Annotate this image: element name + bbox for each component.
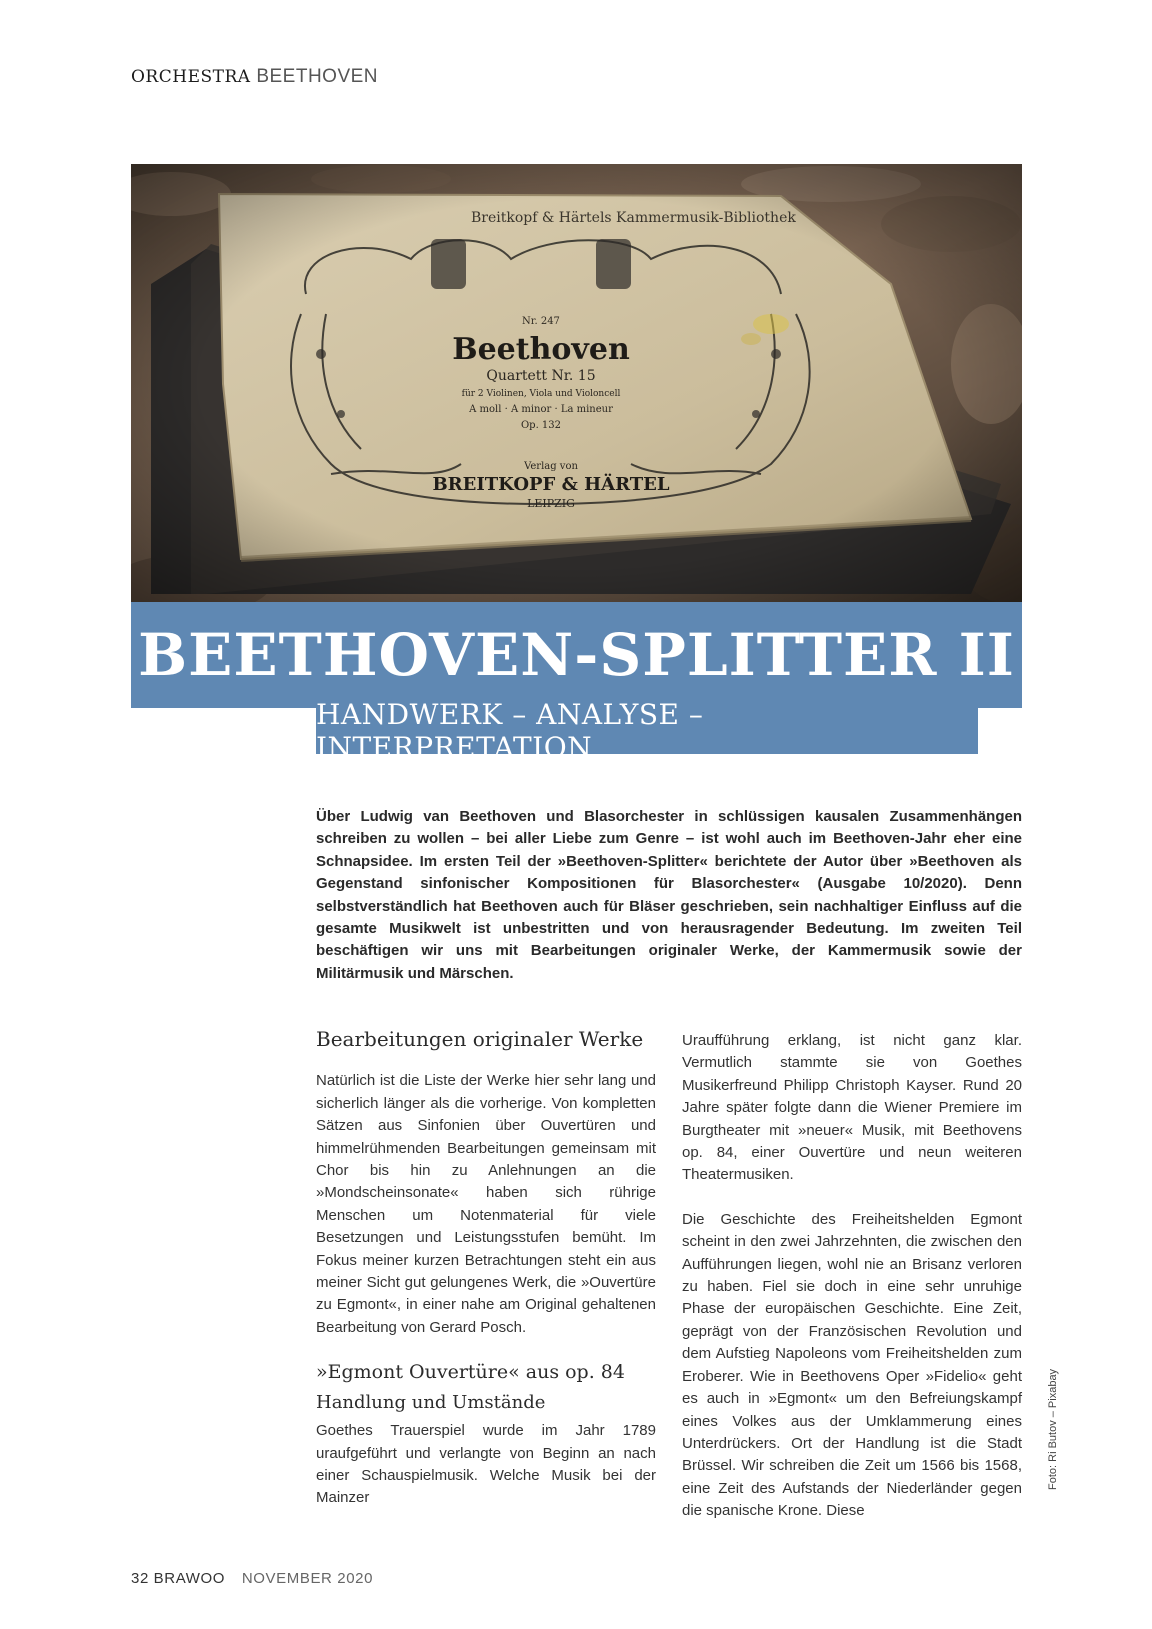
right-paragraph-2: Die Geschichte des Freiheitshelden Egmont scheint in den zwei Jahrzehnten, die zwischen den Aufführungen liegen, wohl nie an Brisanz verloren zu haben. Fiel sie doch in eine sehr unruhige Phase der europäischen Geschichte. Eine Zeit, geprägt von der Französischen Revolution und dem Aufstieg Napoleons vom Freiheitshelden zum Eroberer. Wie in Beethovens Oper »Fidelio« geht es auch in »Egmont« um den Befreiungskampf eines Volkes aus der Umklammerung eines Unterdrückers. Ort der Handlung ist die Stadt Brüssel. Wir schreiben die Zeit um 1566 bis 1568, eine Zeit des Aufstands der Niederländer gegen die spanische Krone. Diese: [682, 1210, 1022, 1520]
photo-credit: Foto: Ri Butov – Pixabay: [1047, 1368, 1059, 1490]
subtitle-band: [316, 698, 978, 764]
section-heading-egmont: »Egmont Ouvertüre« aus op. 84: [316, 1361, 625, 1384]
subsection-heading-handlung: Handlung und Umstände: [316, 1391, 546, 1413]
article-title: BEETHOVEN-SPLITTER II: [138, 621, 1015, 689]
right-column: [682, 1030, 1022, 1545]
section-label: [131, 66, 378, 88]
left-paragraph-2: Goethes Trauerspiel wurde im Jahr 1789 uraufgeführt und verlangte von Beginn an nach einer Schauspielmusik. Welche Musik bei der Mainzer: [316, 1422, 656, 1507]
lead-paragraph: Über Ludwig van Beethoven und Blasorchester in schlüssigen kausalen Zusammenhängen schreiben zu wollen – bei aller Liebe zum Genre – ist wohl auch im Beethoven-Jahr eher eine Schnapsidee. Im ersten Teil der »Beethoven-Splitter« berichtete der Autor über »Beethoven als Gegenstand sinfonischer Kompositionen für Blasorchester« (Ausgabe 10/2020). Denn selbstverständlich hat Beethoven auch für Bläser geschrieben, sein nachhaltiger Einfluss auf die gesamte Musikwelt ist unbestritten und von herausragender Bedeutung. Im zweiten Teil beschäftigen wir uns mit Bearbeitungen originaler Werke, der Kammermusik sowie der Militärmusik und Märschen.: [316, 808, 1022, 982]
issue-date: NOVEMBER 2020: [241, 1570, 374, 1587]
article-subtitle: HANDWERK – ANALYSE – INTERPRETATION: [316, 698, 704, 764]
magazine-name: BRAWOO: [153, 1570, 226, 1587]
right-paragraph-1: Uraufführung erklang, ist nicht ganz klar. Vermutlich stammte sie von Goethes Musikerfreund Philipp Christoph Kayser. Rund 20 Jahre später folgte dann die Wiener Premiere im Burgtheater mit »neuer« Musik, mit Beethovens op. 84, einer Ouvertüre und neun weiteren Theatermusiken.: [682, 1032, 1022, 1184]
hero-photo: [131, 164, 1022, 602]
page-footer: [131, 1570, 373, 1587]
section-heading-bearbeitungen: Bearbeitungen originaler Werke: [316, 1027, 644, 1051]
section-label-strong: ORCHESTRA: [131, 67, 251, 87]
title-band: [131, 602, 1022, 708]
left-column: [316, 1028, 656, 1532]
page-number: 32: [131, 1570, 149, 1587]
left-paragraph-1: Natürlich ist die Liste der Werke hier sehr lang und sicherlich länger als die vorherige. Von kompletten Sätzen aus Sinfonien über Ouvertüren und himmelrühmenden Bearbeitungen gemeinsam mit Chor bis hin zu Anlehnungen an die »Mondscheinsonate« haben sich rührige Menschen um Notenmaterial für viele Besetzungen und Leistungsstufen bemüht. Im Fokus meiner kurzen Betrachtungen steht ein aus meiner Sicht gut gelungenes Werk, die »Ouvertüre zu Egmont«, in einer nahe am Original gehaltenen Bearbeitung von Gerard Posch.: [316, 1072, 656, 1336]
section-label-light: BEETHOVEN: [256, 66, 379, 87]
